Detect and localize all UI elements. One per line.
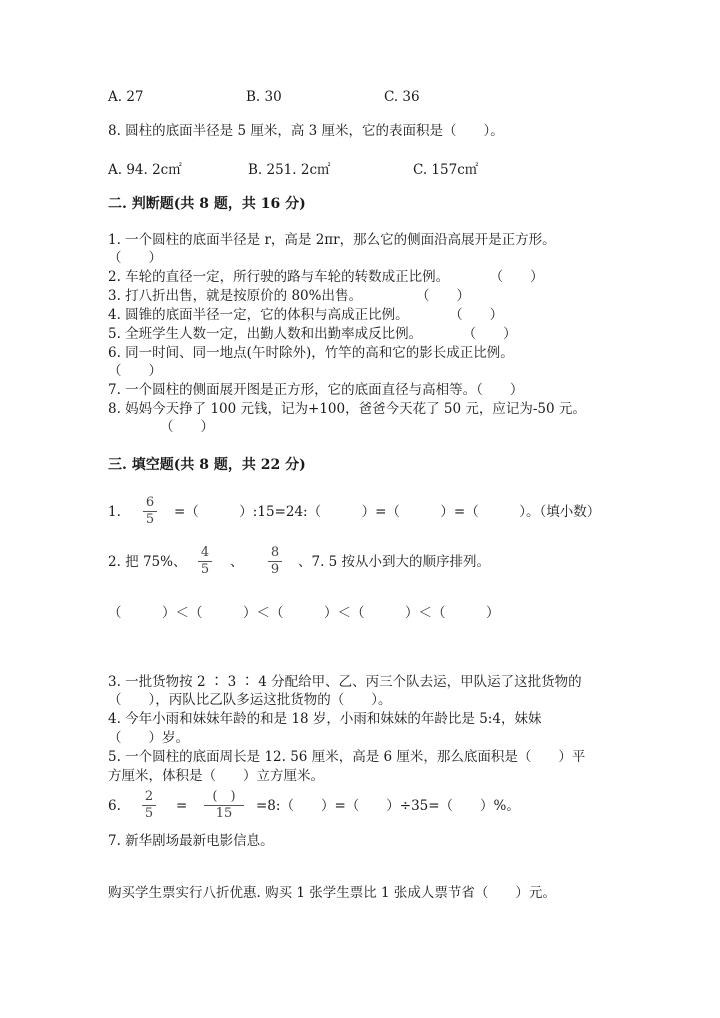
fraction xyxy=(143,496,157,527)
fill-q2-suffix: 、7. 5 按从小到大的顺序排列。 xyxy=(298,554,491,570)
fill-q7-question: 购买学生票实行八折优惠. 购买 1 张学生票比 1 张成人票节省（ ）元。 xyxy=(108,885,556,901)
fill-q2-prefix: 2. 把 75%、 xyxy=(108,554,187,570)
fill-q7: 7. 新华剧场最新电影信息。 xyxy=(108,833,274,849)
option-b: B. 30 xyxy=(246,89,282,105)
fraction-denominator: 9 xyxy=(270,562,280,577)
fill-q3-line: （ ），丙队比乙队多运这批货物的（ ）。 xyxy=(108,692,392,708)
fraction xyxy=(198,546,212,577)
fraction-denominator: 5 xyxy=(200,562,210,577)
option-a: A. 27 xyxy=(108,89,144,105)
fraction xyxy=(142,790,156,821)
fraction-numerator: ( ) xyxy=(212,789,236,804)
fill-q5-line: 方厘米，体积是（ ）立方厘米。 xyxy=(108,768,324,784)
judge-line: （ ） xyxy=(160,419,214,435)
option-c: C. 36 xyxy=(384,89,420,105)
fill-q4-line: 4. 今年小雨和妹妹年龄的和是 18 岁，小雨和妹妹的年龄比是 5:4，妹妹 xyxy=(108,711,542,727)
fill-q1-text: =（ ）:15=24:（ ）=（ ）=（ ）。（填小数） xyxy=(174,504,601,520)
fill-q6-label: 6. xyxy=(108,798,121,814)
judge-line: 6. 同一时间、同一地点(午时除外)，竹竿的高和它的影长成正比例。 xyxy=(108,345,514,361)
judge-line: （ ） xyxy=(108,250,162,266)
fill-q2-order: （ ）＜（ ）＜（ ）＜（ ）＜（ ） xyxy=(108,605,500,621)
fraction xyxy=(204,790,244,821)
judge-line: （ ） xyxy=(108,363,162,379)
section-2-heading: 二. 判断题(共 8 题，共 16 分) xyxy=(108,196,306,212)
judge-line: 2. 车轮的直径一定，所行驶的路与车轮的转数成正比例。 （ ） xyxy=(108,269,544,285)
fill-q2-separator: 、 xyxy=(230,554,244,570)
fill-q3-line: 3. 一批货物按 2 ∶ 3 ∶ 4 分配给甲、乙、丙三个队去运，甲队运了这批货物的 xyxy=(108,674,582,690)
fraction-denominator: 5 xyxy=(145,512,155,527)
judge-line: 5. 全班学生人数一定，出勤人数和出勤率成反比例。 （ ） xyxy=(108,326,517,342)
fill-q6-equals: = xyxy=(176,798,188,814)
fill-q1-label: 1. xyxy=(108,504,121,520)
fraction-numerator: 4 xyxy=(200,545,210,560)
question-8: 8. 圆柱的底面半径是 5 厘米，高 3 厘米，它的表面积是（ ）。 xyxy=(108,123,504,139)
judge-line: 8. 妈妈今天挣了 100 元钱，记为+100，爸爸今天花了 50 元，应记为-50 元。 xyxy=(108,401,586,417)
judge-line: 1. 一个圆柱的底面半径是 r，高是 2πr，那么它的侧面沿高展开是正方形。 xyxy=(108,232,556,248)
fraction-numerator: 2 xyxy=(144,789,154,804)
judge-line: 3. 打八折出售，就是按原价的 80%出售。 （ ） xyxy=(108,288,470,304)
q8-option-a: A. 94. 2c㎡ xyxy=(108,162,182,178)
judge-line: 4. 圆锥的底面半径一定，它的体积与高成正比例。 （ ） xyxy=(108,307,504,323)
fraction-denominator: 5 xyxy=(144,806,154,821)
fraction-numerator: 8 xyxy=(270,545,280,560)
fill-q4-line: （ ）岁。 xyxy=(108,730,189,746)
fraction xyxy=(268,546,282,577)
section-3-heading: 三. 填空题(共 8 题，共 22 分) xyxy=(108,457,306,473)
judge-line: 7. 一个圆柱的侧面展开图是正方形，它的底面直径与高相等。（ ） xyxy=(108,382,524,398)
fill-q6-text: =8:（ ）=（ ）÷35=（ ）%。 xyxy=(256,798,520,814)
fraction-numerator: 6 xyxy=(145,495,155,510)
q8-option-b: B. 251. 2c㎡ xyxy=(248,162,331,178)
q8-option-c: C. 157c㎡ xyxy=(413,162,479,178)
fill-q5-line: 5. 一个圆柱的底面周长是 12. 56 厘米，高是 6 厘米，那么底面积是（ ）平 xyxy=(108,749,586,765)
fraction-denominator: 15 xyxy=(215,806,233,821)
